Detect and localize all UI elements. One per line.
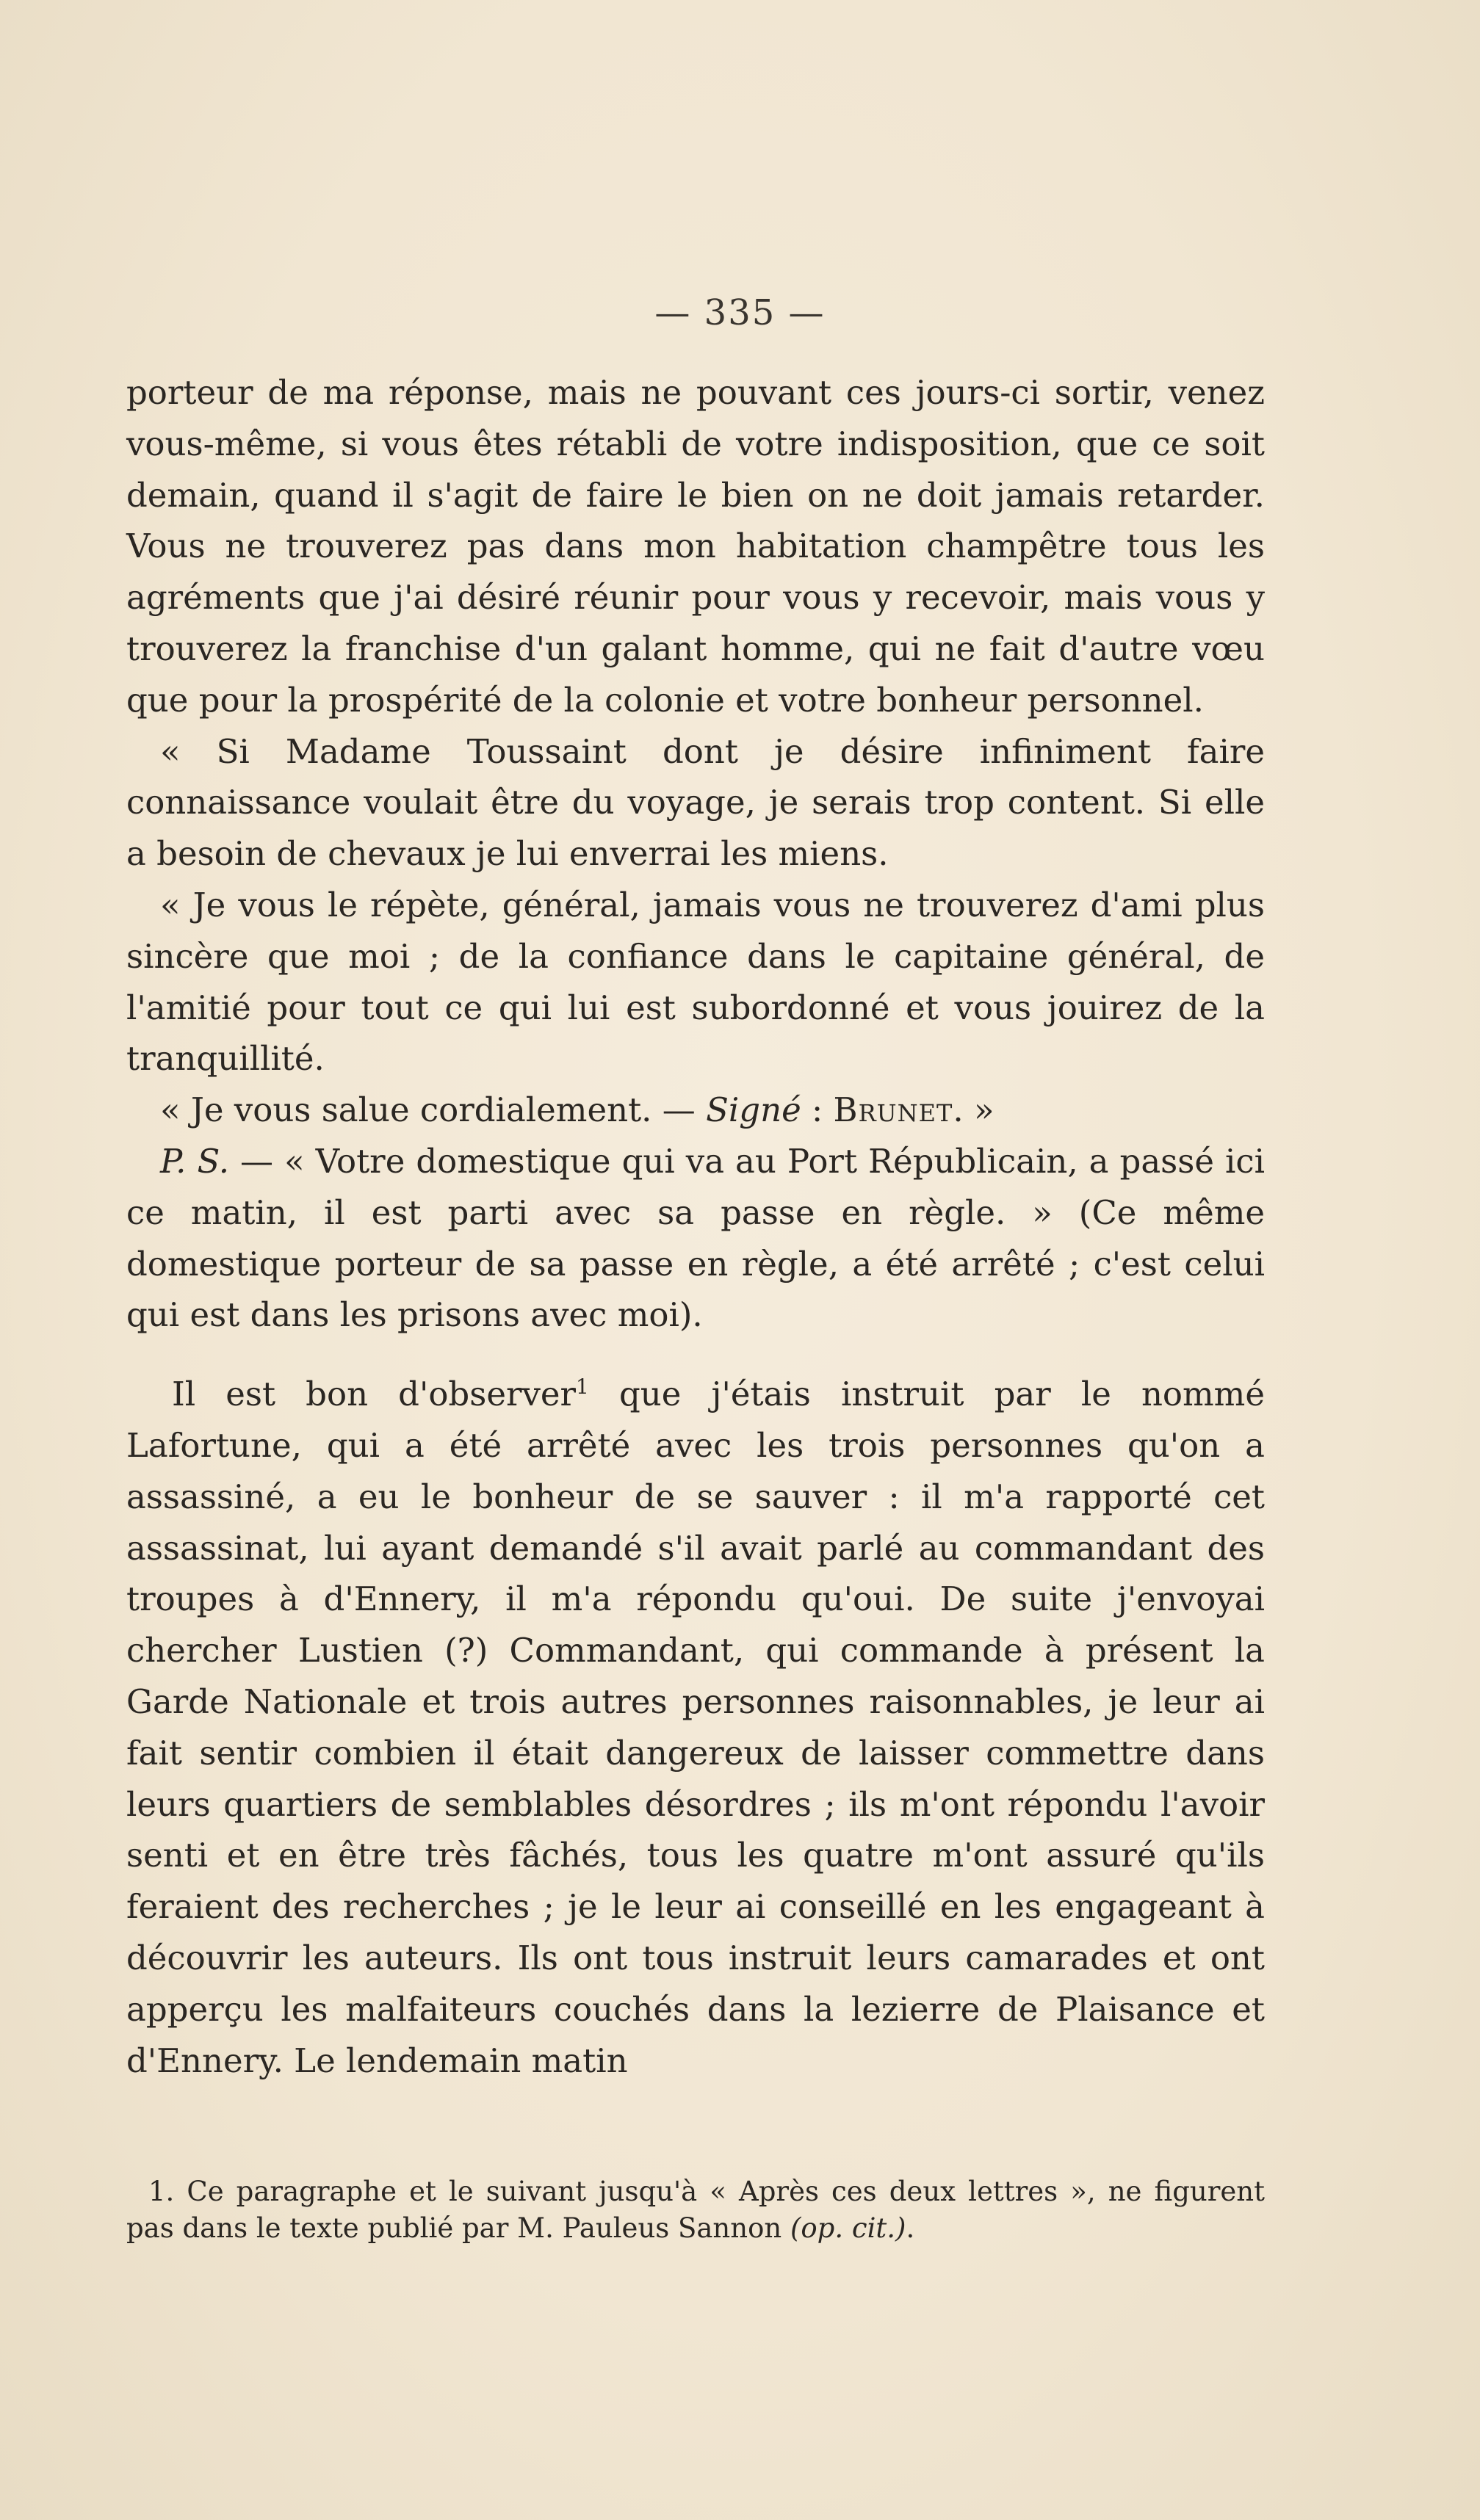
footnotes <box>126 2173 1265 2247</box>
paragraph-signature: « Je vous salue cordialement. — Signé : Brunet. » <box>160 1090 995 1130</box>
signed-label: Signé <box>706 1090 801 1130</box>
paragraph-postscript: P. S. — « Votre domestique qui va au Port Républicain, a passé ici ce matin, il est parti avec sa passe en règle. » (Ce même domestique porteur de sa passe en règle, a été arrêté ; c'est celui qui est dans les prisons avec moi). <box>126 1141 1266 1335</box>
footnote: 1. Ce paragraphe et le suivant jusqu'à « Après ces deux lettres », ne figurent pas dans le texte publié par M. Pauleus Sannon (op. cit.). <box>126 2176 1265 2244</box>
body-text <box>126 367 1265 2086</box>
paragraph: Il est bon d'observer$^1$ que j'étais instruit par le nommé Lafortune, qui a été arrêté avec les trois personnes qu'on a assassiné, a eu le bonheur de se sauver : il m'a rapporté cet assassinat, lui ayant demandé s'il avait parlé au commandant des troupes à d'Ennery, il m'a répondu qu'oui. De suite j'envoyai chercher Lustien (?) Commandant, qui commande à présent la Garde Nationale et trois autres personnes raisonnables, je leur ai fait sentir combien il était dangereux de laisser commettre dans leurs quartiers de semblables désordres ; ils m'ont répondu l'avoir senti et en être très fâchés, tous les quatre m'ont assuré qu'ils feraient des recherches ; je le leur ai conseillé en les engageant à découvrir les auteurs. Ils ont tous instruit leurs camarades et ont apperçu les malfaiteurs couchés dans la lezierre de Plaisance et d'Ennery. Le lendemain matin <box>126 1375 1265 2080</box>
page-number: — 335 — <box>654 292 826 333</box>
paragraph: porteur de ma réponse, mais ne pouvant ces jours-ci sortir, venez vous-même, si vous êtes rétabli de votre indisposition, que ce soit demain, quand il s'agit de faire le bien on ne doit jamais retarder. Vous ne trouverez pas dans mon habitation champêtre tous les agréments que j'ai désiré réunir pour vous y recevoir, mais vous y trouverez la franchise d'un galant homme, qui ne fait d'autre vœu que pour la prospérité de la colonie et votre bonheur personnel. <box>126 373 1265 720</box>
signatory-name: Brunet <box>833 1090 953 1130</box>
paragraph: « Je vous le répète, général, jamais vous ne trouverez d'ami plus sincère que moi ; de la confiance dans le capitaine général, de l'amitié pour tout ce qui lui est subordonné et vous jouirez de la tranquillité. <box>126 885 1265 1079</box>
postscript-label: P. S. <box>160 1141 230 1181</box>
paragraph: « Si Madame Toussaint dont je désire infiniment faire connaissance voulait être du voyage, je serais trop content. Si elle a besoin de chevaux je lui enverrai les miens. <box>126 731 1265 874</box>
footnote-ref: 1 <box>576 1375 589 1400</box>
